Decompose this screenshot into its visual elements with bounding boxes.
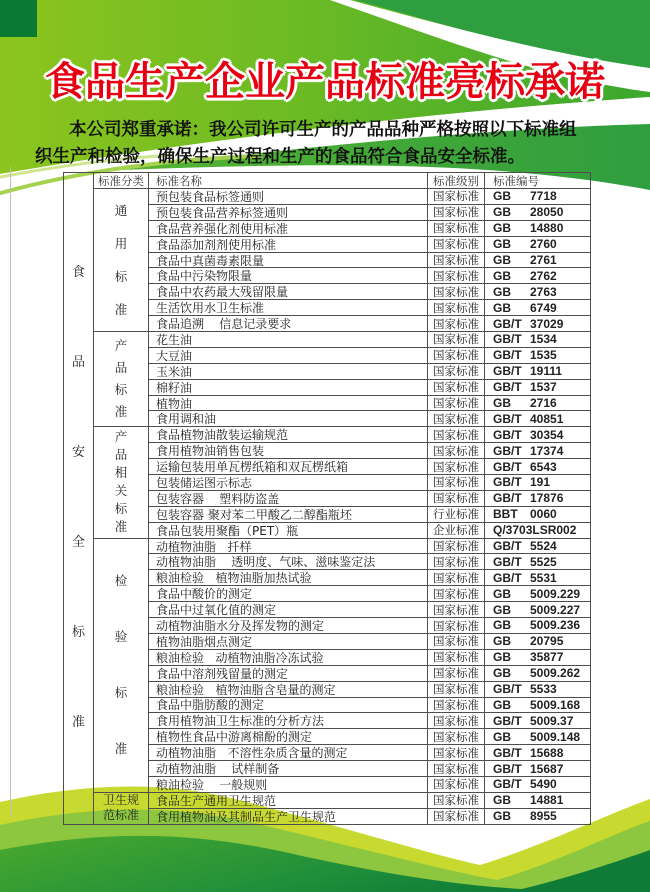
code-prefix: GB xyxy=(493,634,511,649)
code-number: 5533 xyxy=(530,682,557,697)
page-title: 食品生产企业产品标准亮标承诺 xyxy=(45,59,605,105)
code-number: 2763 xyxy=(530,284,557,299)
standard-level-cell: 企业标准 xyxy=(428,523,485,539)
code-number: 5009.168 xyxy=(530,697,581,712)
code-prefix: GB/T xyxy=(493,475,522,490)
standard-code-cell xyxy=(485,618,591,634)
standard-name-cell: 食用植物油销售包装 xyxy=(149,443,428,459)
standard-name-cell: 运输包装用单瓦楞纸箱和双瓦楞纸箱 xyxy=(149,459,428,475)
standard-level-cell: 国家标准 xyxy=(428,268,485,284)
standard-code-cell xyxy=(485,459,591,475)
code-prefix: GB xyxy=(493,809,511,824)
standard-level-cell: 国家标准 xyxy=(428,316,485,332)
standard-name-cell: 包装容器 聚对苯二甲酸乙二醇酯瓶坯 xyxy=(149,507,428,523)
standard-code-cell xyxy=(485,284,591,300)
standard-level-cell: 国家标准 xyxy=(428,300,485,316)
code-prefix: GB/T xyxy=(493,682,522,697)
standard-code-cell xyxy=(485,491,591,507)
code-number: 30354 xyxy=(530,427,564,442)
standard-code-cell xyxy=(485,761,591,777)
code-number: 2760 xyxy=(530,237,557,252)
code-number: 7718 xyxy=(530,189,557,204)
standard-level-cell: 国家标准 xyxy=(428,698,485,714)
standard-code-cell xyxy=(485,300,591,316)
standard-level-cell: 国家标准 xyxy=(428,284,485,300)
standard-name-cell: 食品中溶剂残留量的测定 xyxy=(149,666,428,682)
code-number: 191 xyxy=(530,475,551,490)
code-number: 37029 xyxy=(530,316,564,331)
code-number: 002 xyxy=(556,523,577,538)
standard-name-cell: 植物性食品中游离棉酚的测定 xyxy=(149,729,428,745)
standard-code-cell xyxy=(485,602,591,618)
standard-code-cell xyxy=(485,745,591,761)
standard-level-cell: 国家标准 xyxy=(428,205,485,221)
code-number: 5009.229 xyxy=(530,586,581,601)
code-number: 0060 xyxy=(530,507,557,522)
code-prefix: GB xyxy=(493,237,511,252)
standard-name-cell: 食品中污染物限量 xyxy=(149,268,428,284)
code-prefix: GB xyxy=(493,729,511,744)
code-number: 2716 xyxy=(530,396,557,411)
standard-level-cell: 国家标准 xyxy=(428,253,485,269)
code-prefix: GB/T xyxy=(493,443,522,458)
code-prefix: GB xyxy=(493,284,511,299)
standard-code-cell xyxy=(485,713,591,729)
code-number: 14881 xyxy=(530,793,564,808)
standard-code-cell xyxy=(485,809,591,825)
code-prefix: GB/T xyxy=(493,348,522,363)
standard-code-cell xyxy=(485,364,591,380)
standard-code-cell xyxy=(485,507,591,523)
code-prefix: GB xyxy=(493,602,511,617)
standard-code-cell xyxy=(485,427,591,443)
standard-code-cell xyxy=(485,523,591,539)
code-prefix: GB xyxy=(493,300,511,315)
standard-code-cell xyxy=(485,396,591,412)
group-label-0 xyxy=(94,189,149,332)
code-number: 5490 xyxy=(530,777,557,792)
code-prefix: GB xyxy=(493,221,511,236)
standard-name-cell: 花生油 xyxy=(149,332,428,348)
standard-level-cell: 国家标准 xyxy=(428,602,485,618)
code-prefix: GB xyxy=(493,268,511,283)
code-prefix: GB/T xyxy=(493,364,522,379)
group-label-2 xyxy=(94,427,149,538)
standard-level-cell: 国家标准 xyxy=(428,554,485,570)
code-number: 5531 xyxy=(530,570,557,585)
code-number: 19111 xyxy=(530,364,563,379)
standard-name-cell: 食品中酸价的测定 xyxy=(149,586,428,602)
standard-level-cell: 国家标准 xyxy=(428,411,485,427)
standard-code-cell xyxy=(485,221,591,237)
standard-name-cell: 动植物油脂水分及挥发物的测定 xyxy=(149,618,428,634)
corner-accent-square xyxy=(0,0,37,37)
standard-level-cell: 国家标准 xyxy=(428,237,485,253)
code-prefix: BBT xyxy=(493,507,518,522)
code-number: 15687 xyxy=(530,761,564,776)
standard-level-cell: 国家标准 xyxy=(428,443,485,459)
standard-name-cell: 食品追溯 信息记录要求 xyxy=(149,316,428,332)
standard-name-cell: 食用调和油 xyxy=(149,411,428,427)
code-prefix: GB xyxy=(493,666,511,681)
code-prefix: GB/T xyxy=(493,745,522,760)
standard-level-cell: 国家标准 xyxy=(428,729,485,745)
standard-level-cell: 国家标准 xyxy=(428,475,485,491)
code-prefix: GB/T xyxy=(493,570,522,585)
code-prefix: GB/T xyxy=(493,316,522,331)
standard-name-cell: 动植物油脂 透明度、气味、滋味鉴定法 xyxy=(149,554,428,570)
standard-name-cell: 生活饮用水卫生标准 xyxy=(149,300,428,316)
standard-code-cell xyxy=(485,189,591,205)
standard-name-cell: 粮油检验 一般规则 xyxy=(149,777,428,793)
standard-code-cell xyxy=(485,380,591,396)
standard-code-cell xyxy=(485,253,591,269)
code-prefix: GB xyxy=(493,586,511,601)
standard-level-cell: 国家标准 xyxy=(428,570,485,586)
code-number: 6749 xyxy=(530,300,557,315)
standard-name-cell: 动植物油脂 试样制备 xyxy=(149,761,428,777)
standard-code-cell xyxy=(485,205,591,221)
code-prefix: GB/T xyxy=(493,427,522,442)
standard-name-cell: 食品植物油散装运输规范 xyxy=(149,427,428,443)
column-header-name: 标准名称 xyxy=(149,173,428,189)
standard-name-cell: 粮油检验 植物油脂含皂量的测定 xyxy=(149,682,428,698)
column-header-code: 标准编号 xyxy=(485,173,591,189)
code-prefix: GB/T xyxy=(493,459,522,474)
standard-name-cell: 包装储运图示标志 xyxy=(149,475,428,491)
code-number: 17876 xyxy=(530,491,564,506)
standard-code-cell xyxy=(485,268,591,284)
standard-name-cell: 食品营养强化剂使用标准 xyxy=(149,221,428,237)
standard-level-cell: 国家标准 xyxy=(428,364,485,380)
standard-level-cell: 国家标准 xyxy=(428,539,485,555)
group-label-4 xyxy=(94,793,149,825)
standard-name-cell: 食品包装用聚酯（PET）瓶 xyxy=(149,523,428,539)
code-prefix: GB xyxy=(493,253,511,267)
code-number: 5009.148 xyxy=(530,729,581,744)
group-label-3 xyxy=(94,539,149,793)
group-label-text: 产品标准 xyxy=(114,338,128,420)
left-frame-rule xyxy=(10,167,11,817)
pledge-line-1: 本公司郑重承诺：我公司许可生产的产品品种严格按照以下标准组 xyxy=(69,120,577,140)
standard-code-cell xyxy=(485,348,591,364)
standard-name-cell: 植物油 xyxy=(149,396,428,412)
code-number: 1535 xyxy=(530,348,557,363)
standard-code-cell xyxy=(485,634,591,650)
standard-level-cell: 国家标准 xyxy=(428,348,485,364)
group-label-text: 卫生规范标准 xyxy=(102,793,139,823)
standards-table xyxy=(63,172,591,825)
code-prefix: GB xyxy=(493,650,511,665)
standard-level-cell: 国家标准 xyxy=(428,650,485,666)
standard-name-cell: 食用植物油卫生标准的分析方法 xyxy=(149,713,428,729)
standard-level-cell: 国家标准 xyxy=(428,189,485,205)
code-prefix: GB/T xyxy=(493,411,522,426)
code-number: 1534 xyxy=(530,332,557,347)
standard-level-cell: 国家标准 xyxy=(428,459,485,475)
side-label: 食品安全标准 xyxy=(71,265,85,731)
standard-code-cell xyxy=(485,729,591,745)
standard-level-cell: 行业标准 xyxy=(428,507,485,523)
standard-name-cell: 预包装食品营养标签通则 xyxy=(149,205,428,221)
code-prefix: GB/T xyxy=(493,554,522,569)
code-prefix: GB/T xyxy=(493,761,522,776)
standard-level-cell: 国家标准 xyxy=(428,586,485,602)
code-number: 35877 xyxy=(530,650,564,665)
standard-code-cell xyxy=(485,666,591,682)
standard-name-cell: 食品中农药最大残留限量 xyxy=(149,284,428,300)
standard-code-cell xyxy=(485,539,591,555)
standard-code-cell xyxy=(485,698,591,714)
standard-code-cell xyxy=(485,682,591,698)
standard-name-cell: 动植物油脂 不溶性杂质含量的测定 xyxy=(149,745,428,761)
standard-level-cell: 国家标准 xyxy=(428,618,485,634)
standard-name-cell: 粮油检验 动植物油脂冷冻试验 xyxy=(149,650,428,666)
code-prefix: GB/T xyxy=(493,777,522,792)
standard-level-cell: 国家标准 xyxy=(428,761,485,777)
standard-code-cell xyxy=(485,411,591,427)
standard-code-cell xyxy=(485,475,591,491)
code-prefix: GB/T xyxy=(493,713,522,728)
standard-name-cell: 动植物油脂 扦样 xyxy=(149,539,428,555)
code-number: 5525 xyxy=(530,554,557,569)
code-number: 40851 xyxy=(530,411,564,426)
code-prefix: GB xyxy=(493,189,511,204)
code-prefix: GB/T xyxy=(493,332,522,347)
code-number: 5009.236 xyxy=(530,618,581,633)
code-number: 5009.37 xyxy=(530,713,574,728)
pledge-paragraph xyxy=(35,117,625,171)
group-label-1 xyxy=(94,332,149,427)
standard-level-cell: 国家标准 xyxy=(428,491,485,507)
standard-level-cell: 国家标准 xyxy=(428,666,485,682)
code-number: 28050 xyxy=(530,205,564,220)
code-prefix: GB xyxy=(493,793,511,808)
code-number: 5009.227 xyxy=(530,602,581,617)
column-header-category: 标准分类 xyxy=(94,173,149,189)
standard-name-cell: 食品生产通用卫生规范 xyxy=(149,793,428,809)
standard-level-cell: 国家标准 xyxy=(428,793,485,809)
standard-level-cell: 国家标准 xyxy=(428,427,485,443)
code-prefix: GB xyxy=(493,697,511,712)
code-number: 14880 xyxy=(530,221,564,236)
standard-name-cell: 食品中过氧化值的测定 xyxy=(149,602,428,618)
standard-level-cell: 国家标准 xyxy=(428,809,485,825)
column-header-level: 标准级别 xyxy=(428,173,485,189)
standard-code-cell xyxy=(485,650,591,666)
standard-name-cell: 粮油检验 植物油脂加热试验 xyxy=(149,570,428,586)
standard-code-cell xyxy=(485,554,591,570)
code-prefix: GB/T xyxy=(493,491,522,506)
standard-name-cell: 大豆油 xyxy=(149,348,428,364)
code-prefix: GB xyxy=(493,396,511,411)
standard-name-cell: 食品中脂肪酸的测定 xyxy=(149,698,428,714)
code-number: 2762 xyxy=(530,268,557,283)
code-number: 5009.262 xyxy=(530,666,581,681)
code-number: 15688 xyxy=(530,745,564,760)
standard-level-cell: 国家标准 xyxy=(428,745,485,761)
standard-level-cell: 国家标准 xyxy=(428,682,485,698)
standard-name-cell: 包装容器 塑料防盗盖 xyxy=(149,491,428,507)
standard-name-cell: 棉籽油 xyxy=(149,380,428,396)
group-label-text: 通用标准 xyxy=(114,203,128,317)
code-prefix: Q/3703LSR xyxy=(493,523,557,538)
code-number: 5524 xyxy=(530,539,557,554)
standard-name-cell: 食品添加剂剂使用标准 xyxy=(149,237,428,253)
code-number: 8955 xyxy=(530,809,557,824)
standard-level-cell: 国家标准 xyxy=(428,221,485,237)
standard-level-cell: 国家标准 xyxy=(428,380,485,396)
standard-level-cell: 国家标准 xyxy=(428,332,485,348)
code-prefix: GB/T xyxy=(493,380,522,395)
standard-code-cell xyxy=(485,586,591,602)
pledge-line-2: 织生产和检验，确保生产过程和生产的食品符合食品安全标准。 xyxy=(35,147,525,167)
code-prefix: GB/T xyxy=(493,539,522,554)
standard-name-cell: 植物油脂烟点测定 xyxy=(149,634,428,650)
group-label-text: 产品相关标准 xyxy=(114,429,128,535)
standard-level-cell: 国家标准 xyxy=(428,777,485,793)
standard-name-cell: 玉米油 xyxy=(149,364,428,380)
group-label-text: 检验标准 xyxy=(114,573,128,757)
standard-level-cell: 国家标准 xyxy=(428,713,485,729)
standard-code-cell xyxy=(485,777,591,793)
standard-code-cell xyxy=(485,793,591,809)
code-number: 6543 xyxy=(530,459,557,474)
code-number: 2761 xyxy=(530,253,557,267)
standard-name-cell: 预包装食品标签通则 xyxy=(149,189,428,205)
standard-name-cell: 食用植物油及其制品生产卫生规范 xyxy=(149,809,428,825)
standard-code-cell xyxy=(485,316,591,332)
code-number: 20795 xyxy=(530,634,564,649)
standard-code-cell xyxy=(485,237,591,253)
standard-code-cell xyxy=(485,332,591,348)
standard-code-cell xyxy=(485,443,591,459)
code-prefix: GB xyxy=(493,618,511,633)
standard-level-cell: 国家标准 xyxy=(428,396,485,412)
table-side-label-cell xyxy=(64,173,94,825)
code-number: 1537 xyxy=(530,380,557,395)
standard-name-cell: 食品中真菌毒素限量 xyxy=(149,253,428,269)
code-prefix: GB xyxy=(493,205,511,220)
standard-level-cell: 国家标准 xyxy=(428,634,485,650)
standard-code-cell xyxy=(485,570,591,586)
code-number: 17374 xyxy=(530,443,564,458)
